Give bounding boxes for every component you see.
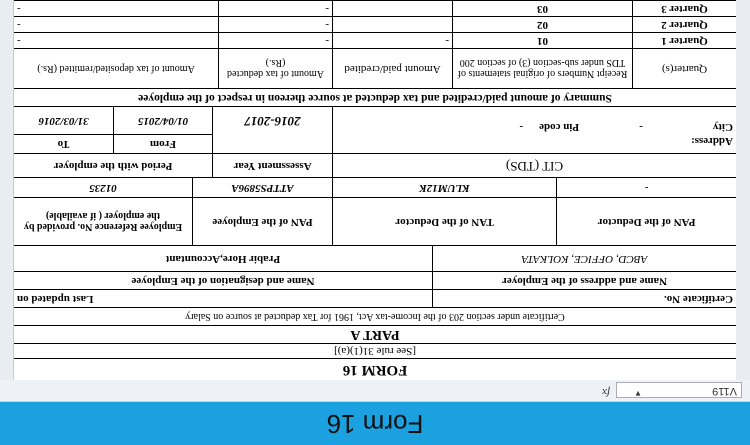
col-receipt: Receipt Numbers of original statements of TDS under sub-section (3) of section 200 xyxy=(452,49,632,88)
quarter-amount: - xyxy=(332,33,452,48)
chevron-down-icon[interactable]: ▼ xyxy=(634,389,642,398)
quarter-receipt: 01 xyxy=(452,33,632,48)
pan-deductor-value: - xyxy=(556,178,736,197)
formula-bar xyxy=(0,378,750,402)
part-row xyxy=(14,325,736,343)
cit-ay-row xyxy=(14,153,736,177)
pan-employee-label: PAN of the Employee xyxy=(192,198,332,245)
quarter-tax: - xyxy=(218,33,332,48)
tan-value: KLUM12K xyxy=(332,178,556,197)
from-value: 01/04/2015 xyxy=(113,107,212,134)
form16-banner xyxy=(0,402,750,445)
col-tax-deducted: Amount of tax deducted (Rs.) xyxy=(218,49,332,88)
employer-employee-value-row xyxy=(14,245,736,271)
col-quarter: Quarter(s) xyxy=(632,49,736,88)
city-pin-row xyxy=(14,106,736,134)
employer-employee-header-row xyxy=(14,271,736,289)
name-box[interactable]: V119 xyxy=(616,382,742,398)
right-edge-strip xyxy=(0,0,14,380)
emp-ref-label: Employee Reference No. provided by the employer ( if available) xyxy=(23,210,183,233)
employee-header: Name and designation of the Employee xyxy=(131,274,315,287)
city-value: - xyxy=(639,121,643,133)
quarter-deposited: - xyxy=(17,34,21,47)
address-label: Address: xyxy=(332,134,736,153)
summary-title-row xyxy=(14,88,736,106)
form-title: FORM 16 xyxy=(342,361,408,378)
period-label: Period with the employer xyxy=(53,159,173,172)
part-label: PART A xyxy=(350,327,400,343)
pan-employee-value: ATTPS5896A xyxy=(192,178,332,197)
certificate-row xyxy=(14,307,736,325)
table-row xyxy=(14,16,736,32)
city-pin-cell xyxy=(332,107,736,134)
quarter-name: Quarter 3 xyxy=(632,1,736,16)
quarter-deposited: - xyxy=(17,2,21,15)
pan-tan-value-row xyxy=(14,177,736,197)
employer-header: Name and address of the Employer xyxy=(432,272,736,289)
quarter-receipt: 03 xyxy=(452,1,632,16)
quarter-name: Quarter 1 xyxy=(632,33,736,48)
summary-header-row xyxy=(14,48,736,88)
emp-ref-value: 01235 xyxy=(89,181,117,194)
pan-tan-header-row xyxy=(14,197,736,245)
employee-value: Prabir Hore,Accountant xyxy=(165,252,281,265)
to-value: 31/03/2016 xyxy=(38,114,89,127)
quarter-receipt: 02 xyxy=(452,17,632,32)
table-row xyxy=(14,0,736,16)
quarter-tax: - xyxy=(218,1,332,16)
quarter-amount xyxy=(332,1,452,16)
fx-icon[interactable]: fx xyxy=(602,386,610,398)
col-amount-paid: Amount paid/credited xyxy=(332,49,452,88)
pin-value: - xyxy=(519,121,524,133)
certificate-text: Certificate under section 203 of the Income-tax Act, 1961 for Tax deducted at source on Salary xyxy=(185,311,565,322)
certificate-no-label: Certificate No. xyxy=(432,290,736,307)
pan-deductor-label: PAN of the Deductor xyxy=(556,198,736,245)
cit-label: CIT (TDS) xyxy=(332,154,736,177)
assessment-year-value: 2016-2017 xyxy=(212,107,332,134)
rule-text: [See rule 31(1)(a)] xyxy=(334,345,416,358)
certificate-no-row xyxy=(14,289,736,307)
row-header-strip xyxy=(735,0,750,380)
employer-value: ABCD, OFFICE, KOLKATA xyxy=(432,246,736,271)
tan-deductor-label: TAN of the Deductor xyxy=(332,198,556,245)
form-title-row xyxy=(14,358,736,380)
quarter-deposited: - xyxy=(17,18,21,31)
banner-title: Form 16 xyxy=(326,409,424,439)
quarter-tax: - xyxy=(218,17,332,32)
col-tax-deposited: Amount of tax deposited/remitted (Rs.) xyxy=(37,63,195,74)
rule-row xyxy=(14,343,736,358)
quarter-name: Quarter 2 xyxy=(632,17,736,32)
last-updated-label: Last updated on xyxy=(17,292,94,305)
to-label: To xyxy=(14,134,113,153)
form16-sheet xyxy=(14,0,736,380)
address-row xyxy=(14,134,736,153)
pin-label: Pin code xyxy=(539,121,580,133)
table-row xyxy=(14,32,736,48)
city-label: City xyxy=(712,121,733,133)
quarter-amount xyxy=(332,17,452,32)
ay-spacer xyxy=(212,134,332,153)
summary-title: Summary of amount paid/credited and tax deducted at source thereon in respect of the employee xyxy=(138,91,612,104)
from-label: From xyxy=(113,134,212,153)
assessment-year-label: Assessment Year xyxy=(212,154,332,177)
